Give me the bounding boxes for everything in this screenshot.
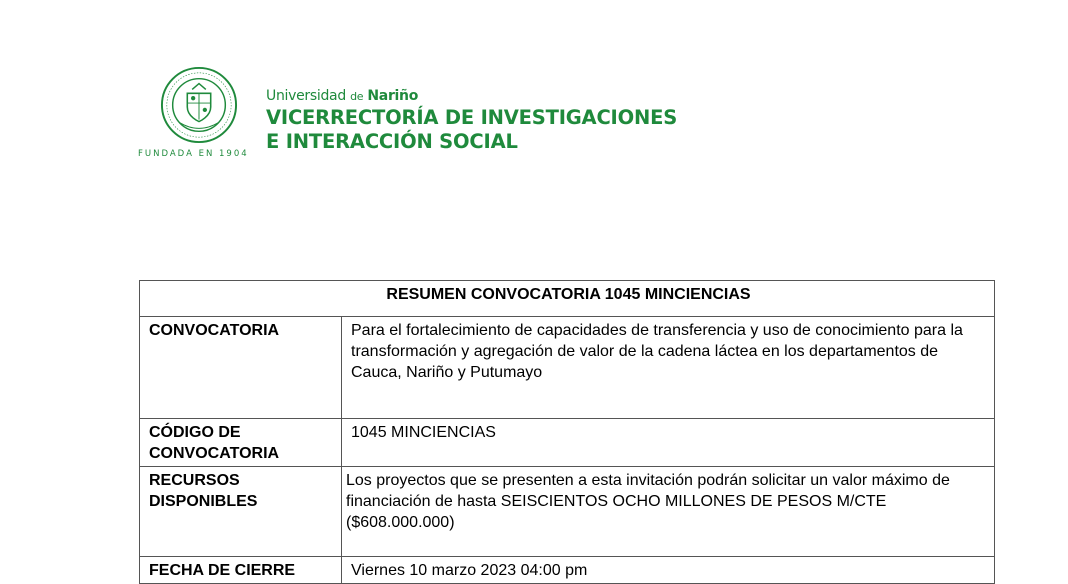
table-row — [140, 557, 995, 584]
table-row — [140, 467, 995, 557]
table-row — [140, 317, 995, 419]
table-title-row — [140, 281, 995, 317]
table-row — [140, 419, 995, 467]
university-de: de — [350, 90, 364, 103]
university-seal-icon — [160, 66, 238, 144]
university-name — [266, 88, 418, 104]
row-value: Para el fortalecimiento de capacidades de transferencia y uso de conocimiento para la transformación y agregación de valor de la cadena láctea en los departamentos de Cauca, Nariño y Putumayo — [342, 317, 995, 419]
vice-line-2: E INTERACCIÓN SOCIAL — [266, 130, 518, 153]
row-label: RECURSOS DISPONIBLES — [140, 467, 342, 557]
university-name-bold: Nariño — [367, 88, 419, 104]
vice-line-1: VICERRECTORÍA DE INVESTIGACIONES — [266, 106, 678, 129]
row-value: Viernes 10 marzo 2023 04:00 pm — [342, 557, 995, 584]
vice-rectory-name — [266, 106, 677, 154]
summary-table — [139, 280, 995, 584]
row-value: 1045 MINCIENCIAS — [342, 419, 995, 467]
table-title: RESUMEN CONVOCATORIA 1045 MINCIENCIAS — [140, 281, 995, 317]
university-prefix: Universidad — [266, 88, 346, 104]
letterhead — [136, 64, 696, 164]
row-label: FECHA DE CIERRE — [140, 557, 342, 584]
row-label: CÓDIGO DE CONVOCATORIA — [140, 419, 342, 467]
row-value: Los proyectos que se presenten a esta invitación podrán solicitar un valor máximo de financiación de hasta SEISCIENTOS OCHO MILLONES DE PESOS M/CTE ($608.000.000) — [342, 467, 995, 557]
founded-year: FUNDADA EN 1904 — [138, 149, 249, 159]
row-label: CONVOCATORIA — [140, 317, 342, 419]
